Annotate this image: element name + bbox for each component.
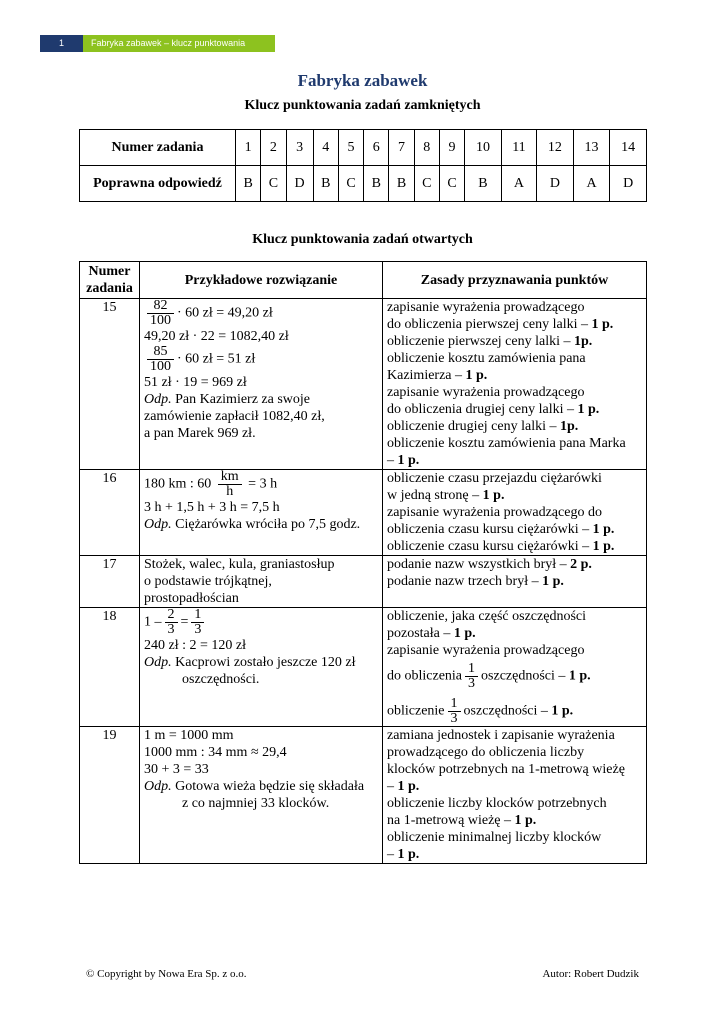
numerator: 1 (191, 608, 204, 623)
points: 1 p. (453, 626, 476, 641)
rule-text: – (387, 779, 398, 794)
solution-line: o podstawie trójkątnej, (144, 574, 272, 589)
rule-line: obliczenie liczby klocków potrzebnych (387, 796, 607, 811)
expression: · 60 zł = 51 zł (177, 351, 256, 367)
rule-line (387, 418, 642, 435)
rule-text: Kazimierza – (387, 368, 466, 383)
solution-cell (140, 299, 383, 470)
points: 1p. (573, 334, 593, 349)
points: 1 p. (592, 522, 615, 537)
solution-line: 51 zł · 19 = 969 zł (144, 375, 247, 390)
task-number: 5 (338, 130, 363, 166)
page-title: Fabryka zabawek (297, 71, 428, 90)
task-number: 13 (573, 130, 610, 166)
solution-line: a pan Marek 969 zł. (144, 426, 256, 441)
denominator: 100 (150, 313, 171, 328)
solution-cell (140, 608, 383, 727)
rule-text: obliczenie pierwszej ceny lalki – (387, 334, 574, 349)
answer-cell: D (610, 166, 647, 202)
solution-line: z co najmniej 33 klocków. (182, 796, 330, 811)
fraction (147, 299, 174, 328)
rules-cell (383, 556, 647, 608)
task-number: 19 (80, 727, 140, 864)
rule-line: zapisanie wyrażenia prowadzącego (387, 300, 585, 315)
answer-cell: D (537, 166, 574, 202)
rule-line: obliczenie czasu przejazdu ciężarówki (387, 471, 602, 486)
answer-text: Gotowa wieża będzie się składała (171, 779, 365, 794)
rule-line: prowadzącego do obliczenia liczby (387, 745, 585, 760)
task-number: 8 (414, 130, 439, 166)
rule-line: obliczenie minimalnej liczby klocków (387, 830, 602, 845)
rule-text: podanie nazw wszystkich brył – (387, 557, 571, 572)
task-number: 15 (80, 299, 140, 470)
rule-text: obliczenie (387, 703, 445, 719)
answer-line (144, 391, 378, 408)
fraction (448, 697, 461, 726)
expression: 1 – (144, 614, 162, 630)
open-tasks-table (79, 261, 647, 864)
points: 1 p. (592, 539, 615, 554)
solution-cell (140, 556, 383, 608)
points: 1 p. (397, 453, 420, 468)
answer-row (80, 166, 647, 202)
running-header (40, 35, 275, 52)
rule-line (387, 538, 642, 555)
rule-line (387, 697, 642, 726)
rule-text: oszczędności – (463, 703, 552, 719)
task-number: 17 (80, 556, 140, 608)
rules-cell (383, 727, 647, 864)
numerator: km (218, 470, 242, 485)
header-task-number: Numer zadania (80, 262, 140, 299)
answer-cell: D (286, 166, 313, 202)
fraction (165, 608, 178, 637)
rule-text: obliczenie czasu kursu ciężarówki – (387, 539, 593, 554)
solution-line (144, 608, 378, 637)
solution-line (144, 345, 378, 374)
rule-text: w jedną stronę – (387, 488, 483, 503)
rule-text: do obliczenia (387, 668, 463, 684)
rule-line (387, 367, 642, 384)
points: 1p. (560, 419, 579, 434)
task-number: 3 (286, 130, 313, 166)
numerator: 1 (465, 662, 478, 677)
solution-cell (140, 470, 383, 556)
row-label: Numer zadania (80, 130, 236, 166)
points: 1 p. (568, 668, 591, 684)
task-number: 4 (313, 130, 338, 166)
open-tasks-heading: Klucz punktowania zadań otwartych (252, 232, 473, 247)
answer-cell: A (573, 166, 610, 202)
solution-line: 49,20 zł · 22 = 1082,40 zł (144, 329, 289, 344)
solution-cell (140, 727, 383, 864)
task-number-row (80, 130, 647, 166)
rule-line (387, 452, 642, 469)
answer-cell: B (313, 166, 338, 202)
denominator: h (226, 484, 234, 499)
rule-text: obliczenia czasu kursu ciężarówki – (387, 522, 593, 537)
points: 1 p. (397, 847, 420, 862)
solution-line: 240 zł : 2 = 120 zł (144, 638, 246, 653)
task-number: 10 (465, 130, 502, 166)
task-row-16 (80, 470, 647, 556)
row-label: Poprawna odpowiedź (80, 166, 236, 202)
answer-text: Pan Kazimierz za swoje (171, 392, 311, 407)
answer-prefix: Odp. (144, 655, 172, 670)
fraction (191, 608, 204, 637)
expression: = 3 h (244, 476, 278, 492)
copyright: © Copyright by Nowa Era Sp. z o.o. (86, 968, 247, 980)
running-title: Fabryka zabawek – klucz punktowania (83, 35, 275, 52)
rule-line: zapisanie wyrażenia prowadzącego do (387, 505, 602, 520)
rule-line: zapisanie wyrażenia prowadzącego (387, 643, 585, 658)
fraction (147, 345, 174, 374)
denominator: 3 (194, 622, 202, 637)
numerator: 1 (448, 697, 461, 712)
solution-line: oszczędności. (182, 672, 260, 687)
denominator: 3 (167, 622, 175, 637)
header-row (80, 262, 647, 299)
expression: = (180, 614, 189, 630)
fraction (465, 662, 478, 691)
rule-text: oszczędności – (481, 668, 569, 684)
answer-cell: B (465, 166, 502, 202)
denominator: 3 (450, 711, 458, 726)
answer-cell: C (439, 166, 464, 202)
closed-tasks-heading: Klucz punktowania zadań zamkniętych (244, 98, 481, 113)
task-number: 9 (439, 130, 464, 166)
fraction (218, 470, 242, 499)
task-row-19 (80, 727, 647, 864)
denominator: 3 (468, 676, 476, 691)
rule-text: do obliczenia drugiej ceny lalki – (387, 402, 578, 417)
author: Autor: Robert Dudzik (542, 968, 639, 980)
answer-cell: B (389, 166, 414, 202)
rule-line (387, 316, 642, 333)
answer-cell: C (261, 166, 286, 202)
rules-cell (383, 470, 647, 556)
answer-cell: B (364, 166, 389, 202)
solution-line (144, 299, 378, 328)
task-number: 6 (364, 130, 389, 166)
points: 1 p. (482, 488, 505, 503)
answer-cell: A (501, 166, 536, 202)
rule-line: klocków potrzebnych na 1-metrową wieżę (387, 762, 625, 777)
solution-line: prostopadłościan (144, 591, 239, 606)
answer-line (144, 654, 378, 671)
rule-line: zapisanie wyrażenia prowadzącego (387, 385, 585, 400)
answer-text: Ciężarówka wróciła po 7,5 godz. (171, 517, 361, 532)
solution-line (144, 470, 378, 499)
header-rules: Zasady przyznawania punktów (383, 262, 647, 299)
points: 1 p. (514, 813, 537, 828)
rules-cell (383, 299, 647, 470)
page-number: 1 (40, 35, 83, 52)
solution-line: 3 h + 1,5 h + 3 h = 7,5 h (144, 500, 280, 515)
solution-line: 1 m = 1000 mm (144, 728, 234, 743)
expression: 180 km : 60 (144, 476, 215, 492)
answer-cell: B (236, 166, 261, 202)
numerator: 82 (147, 299, 174, 314)
rule-line (387, 625, 642, 642)
rule-line (387, 333, 642, 350)
points: 1 p. (465, 368, 488, 383)
rule-line (387, 401, 642, 418)
answer-text: Kacprowi zostało jeszcze 120 zł (171, 655, 356, 670)
task-number: 7 (389, 130, 414, 166)
rule-line (387, 556, 642, 573)
header-solution: Przykładowe rozwiązanie (140, 262, 383, 299)
points: 2 p. (570, 557, 592, 572)
task-number: 12 (537, 130, 574, 166)
rule-line (387, 846, 642, 863)
rule-line (387, 778, 642, 795)
solution-line: Stożek, walec, kula, graniastosłup (144, 557, 335, 572)
numerator: 85 (147, 345, 174, 360)
rule-text: – (387, 453, 398, 468)
rules-cell (383, 608, 647, 727)
rule-text: – (387, 847, 398, 862)
task-number: 11 (501, 130, 536, 166)
denominator: 100 (150, 359, 171, 374)
rule-line (387, 521, 642, 538)
answer-cell: C (414, 166, 439, 202)
points: 1 p. (591, 317, 614, 332)
closed-answers-table (79, 129, 647, 202)
rule-line (387, 812, 642, 829)
solution-line: 1000 mm : 34 mm ≈ 29,4 (144, 745, 287, 760)
rule-line: obliczenie, jaka część oszczędności (387, 609, 587, 624)
numerator: 2 (165, 608, 178, 623)
rule-text: podanie nazw trzech brył – (387, 574, 543, 589)
task-row-17 (80, 556, 647, 608)
rule-text: do obliczenia pierwszej ceny lalki – (387, 317, 592, 332)
task-number: 2 (261, 130, 286, 166)
task-row-15 (80, 299, 647, 470)
answer-line (144, 516, 378, 533)
rule-line (387, 487, 642, 504)
solution-line: 30 + 3 = 33 (144, 762, 209, 777)
rule-text: pozostała – (387, 626, 454, 641)
rule-line: zamiana jednostek i zapisanie wyrażenia (387, 728, 615, 743)
task-number: 18 (80, 608, 140, 727)
points: 1 p. (551, 703, 574, 719)
task-number: 14 (610, 130, 647, 166)
answer-prefix: Odp. (144, 517, 172, 532)
rule-line (387, 662, 642, 691)
task-number: 16 (80, 470, 140, 556)
rule-text: na 1-metrową wieżę – (387, 813, 515, 828)
rule-text: obliczenie drugiej ceny lalki – (387, 419, 560, 434)
answer-prefix: Odp. (144, 779, 172, 794)
task-number: 1 (236, 130, 261, 166)
answer-prefix: Odp. (144, 392, 172, 407)
points: 1 p. (397, 779, 420, 794)
answer-line (144, 778, 378, 795)
points: 1 p. (542, 574, 564, 589)
rule-line: obliczenie kosztu zamówienia pana Marka (387, 436, 626, 451)
solution-line: zamówienie zapłacił 1082,40 zł, (144, 409, 325, 424)
rule-line (387, 573, 642, 590)
task-row-18 (80, 608, 647, 727)
points: 1 p. (577, 402, 600, 417)
rule-line: obliczenie kosztu zamówienia pana (387, 351, 586, 366)
answer-cell: C (338, 166, 363, 202)
expression: · 60 zł = 49,20 zł (177, 305, 273, 321)
